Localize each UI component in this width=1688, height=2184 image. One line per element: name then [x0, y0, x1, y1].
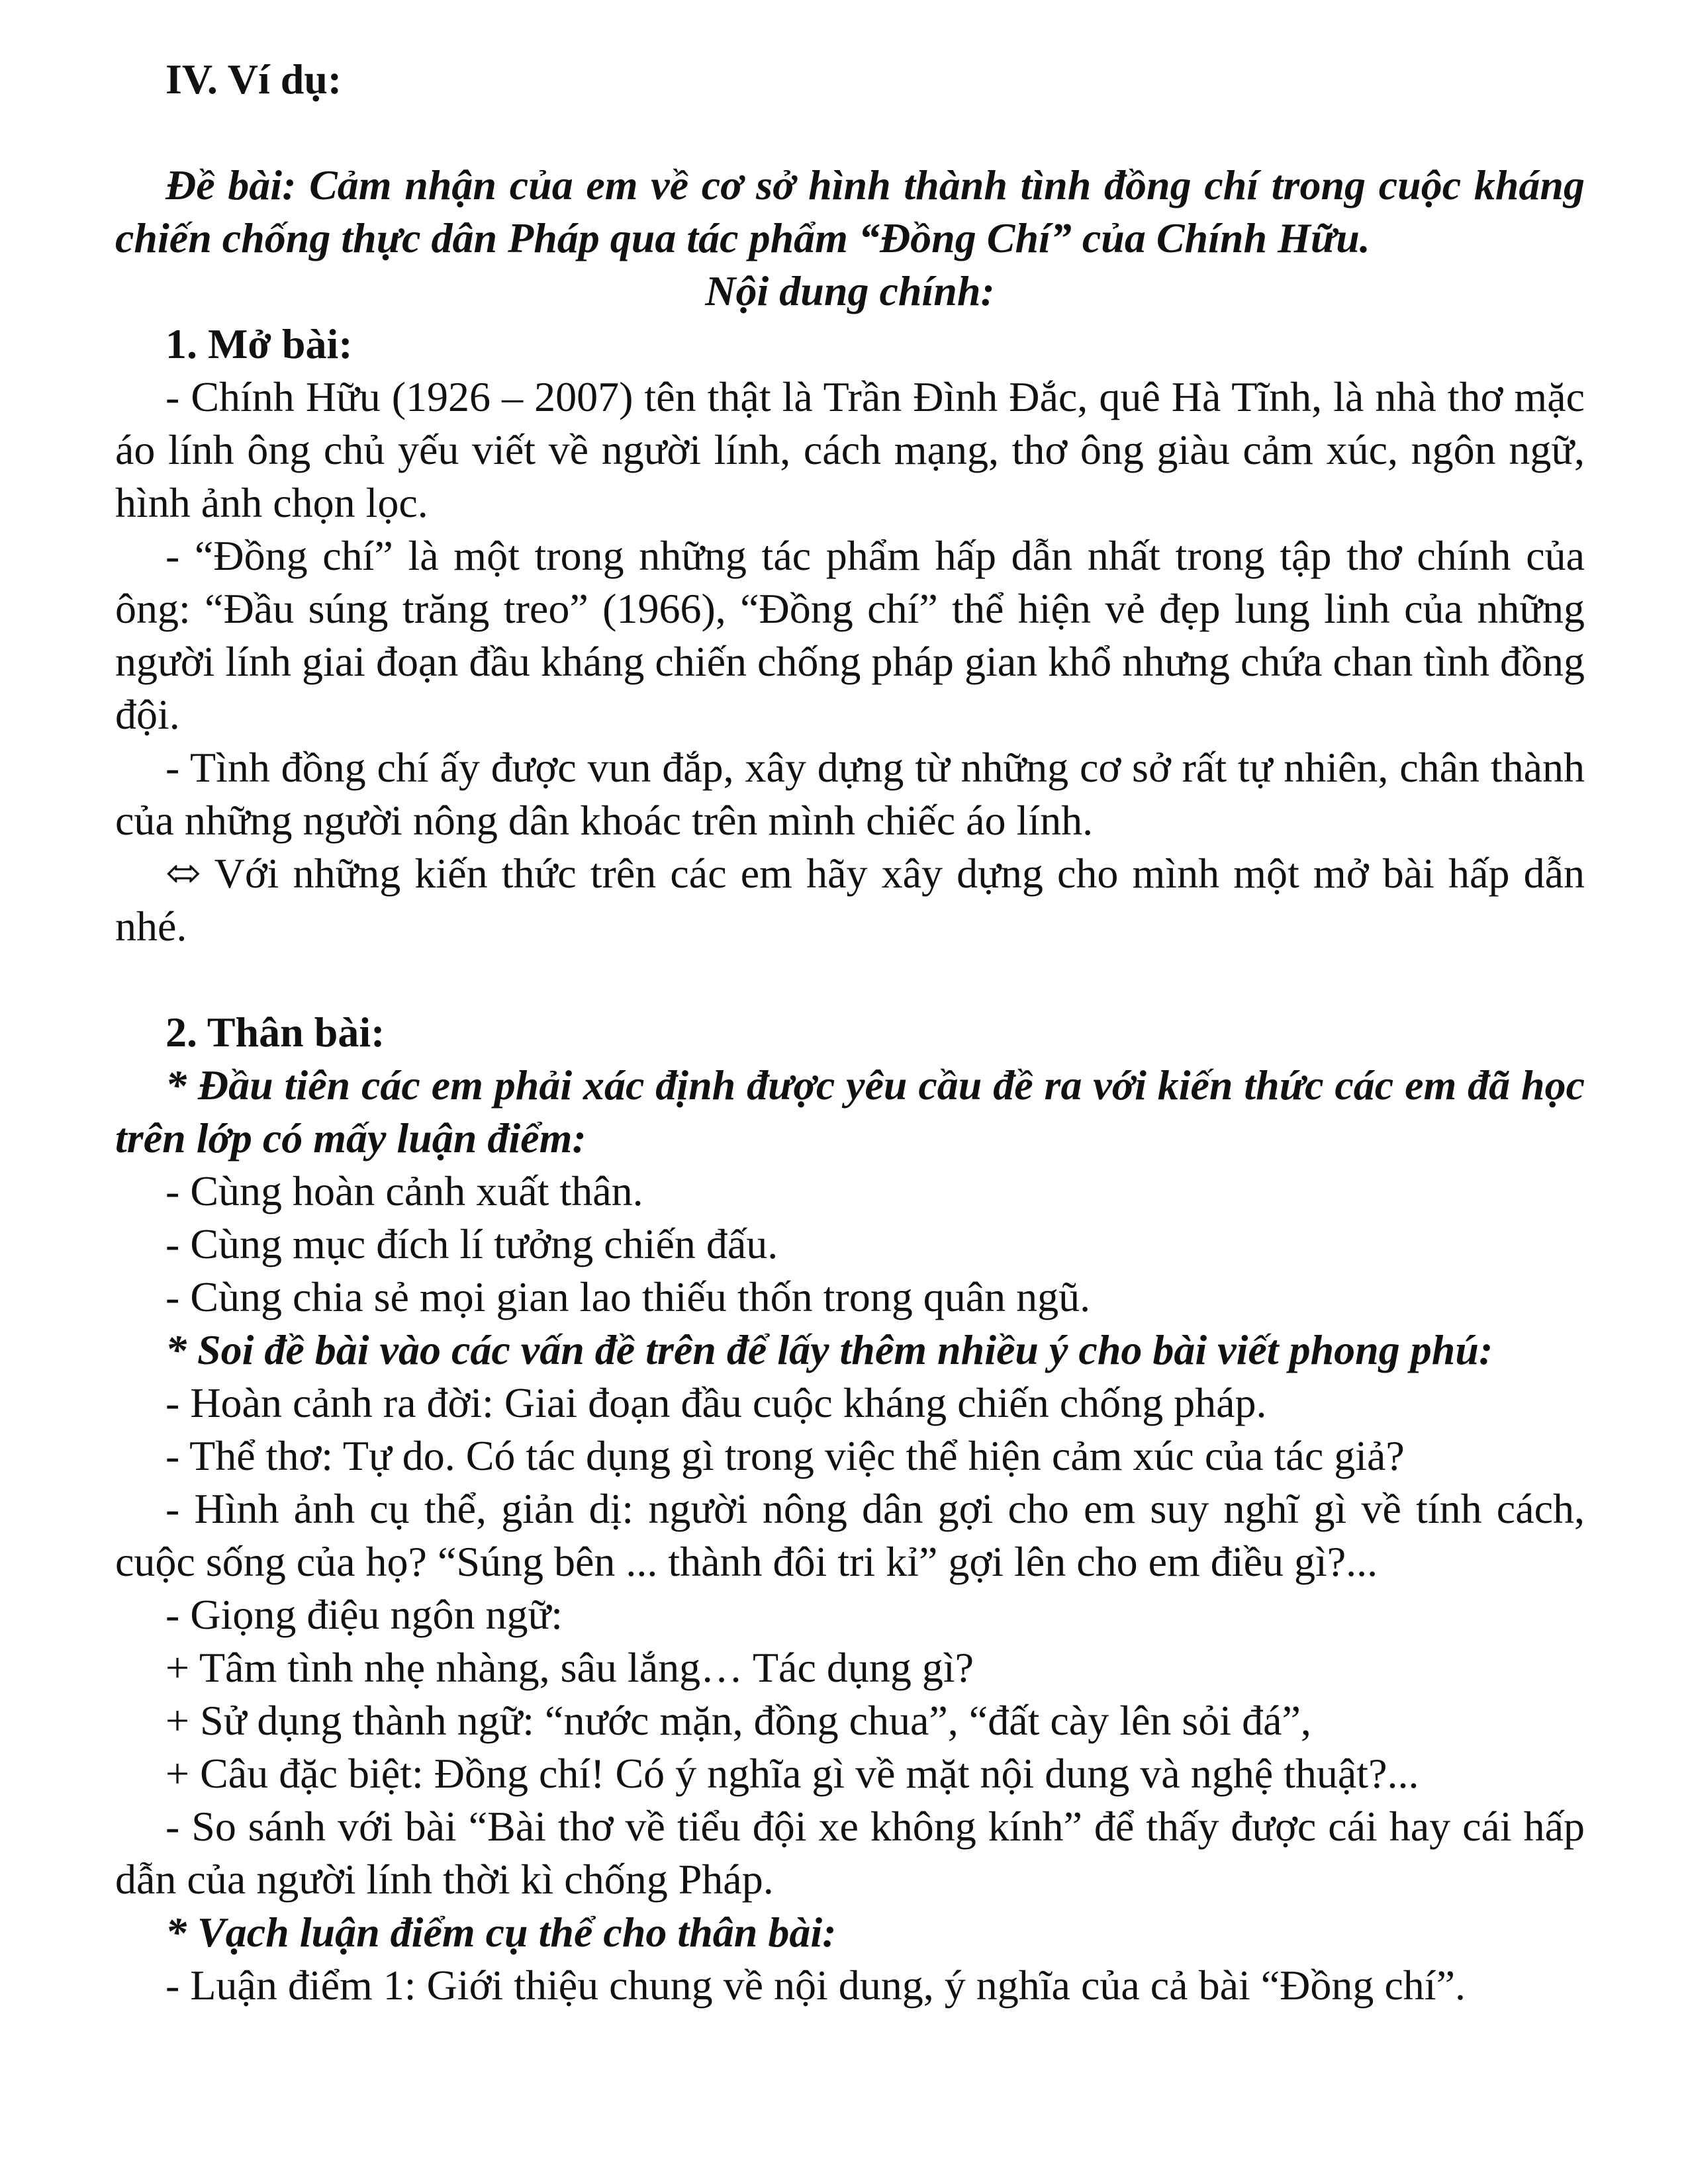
final-point: - Luận điểm 1: Giới thiệu chung về nội dung, ý nghĩa của cả bài “Đồng chí”.	[165, 1962, 1466, 2009]
point-3: - Cùng chia sẻ mọi gian lao thiếu thốn trong quân ngũ.	[165, 1273, 1091, 1320]
tone-line-4: + Câu đặc biệt: Đồng chí! Có ý nghĩa gì về mặt nội dung và nghệ thuật?...	[165, 1750, 1419, 1797]
body-heading: 2. Thân bài:	[165, 1009, 385, 1056]
content-heading: Nội dung chính:	[705, 267, 995, 314]
intro-paragraph-1: - Chính Hữu (1926 – 2007) tên thật là Trần Đình Đắc, quê Hà Tĩnh, là nhà thơ mặc áo lính ông chủ yếu viết về người lính, cách mạng, thơ ông giàu cảm xúc, ngôn ngữ, hình ảnh chọn lọc.	[115, 373, 1585, 526]
point-1: - Cùng hoàn cảnh xuất thân.	[165, 1167, 643, 1214]
document-page	[115, 53, 1585, 2012]
tone-line-3: + Sử dụng thành ngữ: “nước mặn, đồng chua”, “đất cày lên sỏi đá”,	[165, 1697, 1311, 1744]
detail-2: - Thể thơ: Tự do. Có tác dụng gì trong việc thể hiện cảm xúc của tác giả?	[165, 1432, 1405, 1479]
intro-heading: 1. Mở bài:	[165, 320, 353, 367]
spacer	[115, 953, 1585, 1006]
tone-line-1: - Giọng điệu ngôn ngữ:	[165, 1591, 563, 1638]
body-note-3: * Vạch luận điểm cụ thể cho thân bài:	[165, 1909, 837, 1956]
point-2: - Cùng mục đích lí tưởng chiến đấu.	[165, 1220, 778, 1267]
intro-paragraph-2: - “Đồng chí” là một trong những tác phẩm hấp dẫn nhất trong tập thơ chính của ông: “Đầu súng trăng treo” (1966), “Đồng chí” thể hiện vẻ đẹp lung linh của những người lính giai đoạn đầu kháng chiến chống pháp gian khổ nhưng chứa chan tình đồng đội.	[115, 532, 1585, 738]
intro-paragraph-3: - Tình đồng chí ấy được vun đắp, xây dựng từ những cơ sở rất tự nhiên, chân thành của những người nông dân khoác trên mình chiếc áo lính.	[115, 744, 1585, 844]
section-title: IV. Ví dụ:	[165, 56, 342, 103]
body-note-1: * Đầu tiên các em phải xác định được yêu cầu đề ra với kiến thức các em đã học trên lớp có mấy luận điểm:	[115, 1062, 1585, 1161]
intro-paragraph-4: ⬄ Với những kiến thức trên các em hãy xây dựng cho mình một mở bài hấp dẫn nhé.	[115, 850, 1585, 950]
essay-prompt: Đề bài: Cảm nhận của em về cơ sở hình thành tình đồng chí trong cuộc kháng chiến chống thực dân Pháp qua tác phẩm “Đồng Chí” của Chính Hữu.	[115, 161, 1585, 261]
compare-paragraph: - So sánh với bài “Bài thơ về tiểu đội xe không kính” để thấy được cái hay cái hấp dẫn của người lính thời kì chống Pháp.	[115, 1803, 1585, 1903]
image-paragraph: - Hình ảnh cụ thể, giản dị: người nông dân gợi cho em suy nghĩ gì về tính cách, cuộc sống của họ? “Súng bên ... thành đôi tri kỉ” gợi lên cho em điều gì?...	[115, 1485, 1585, 1585]
detail-1: - Hoàn cảnh ra đời: Giai đoạn đầu cuộc kháng chiến chống pháp.	[165, 1379, 1267, 1426]
body-note-2: * Soi đề bài vào các vấn đề trên để lấy thêm nhiều ý cho bài viết phong phú:	[165, 1326, 1493, 1373]
spacer	[115, 106, 1585, 159]
tone-line-2: + Tâm tình nhẹ nhàng, sâu lắng… Tác dụng gì?	[165, 1644, 974, 1691]
